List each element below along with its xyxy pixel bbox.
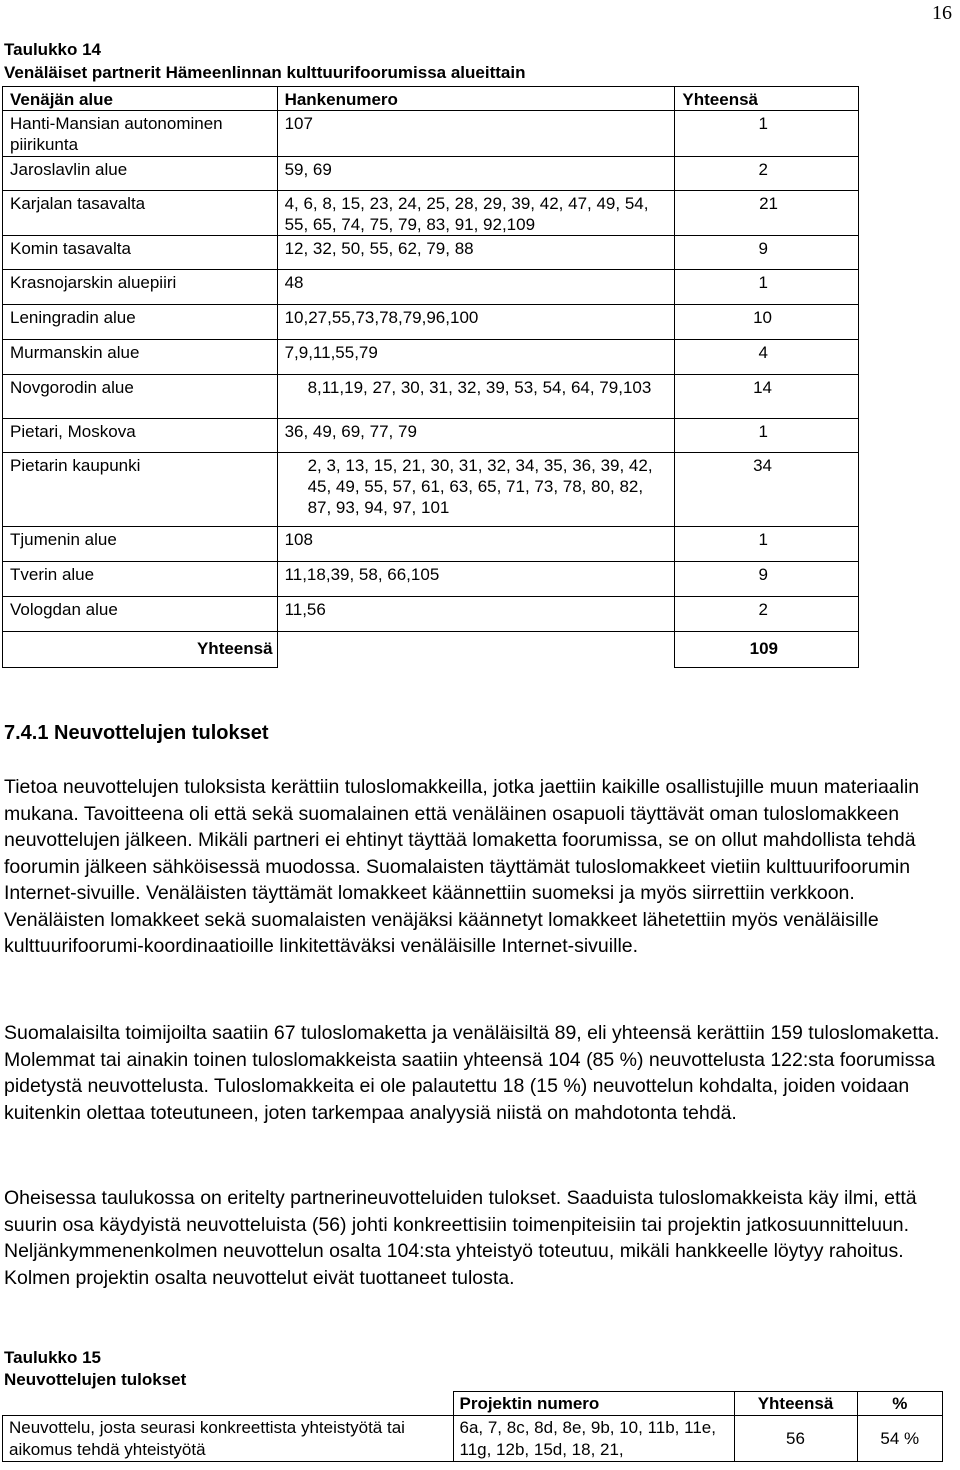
region-cell: Pietarin kaupunki: [3, 453, 278, 527]
table14-sum-row: [3, 632, 859, 668]
projects-cell: 59, 69: [277, 157, 675, 191]
region-cell: Vologdan alue: [3, 597, 278, 632]
table-row: [3, 191, 859, 236]
region-cell: Leningradin alue: [3, 305, 278, 340]
table14-header-row: [3, 87, 859, 111]
table-row: [3, 270, 859, 305]
table-row: [3, 305, 859, 340]
page-number: 16: [932, 2, 952, 24]
result-cell: Neuvottelu, josta seurasi konkreettista yhteistyötä tai aikomus tehdä yhteistyötä: [3, 1416, 454, 1462]
region-cell: Komin tasavalta: [3, 236, 278, 270]
table-row: [3, 419, 859, 453]
table14-header-total: Yhteensä: [675, 87, 859, 111]
projects-cell: 8,11,19, 27, 30, 31, 32, 39, 53, 54, 64, 79,103: [277, 375, 675, 419]
paragraph: Oheisessa taulukossa on eritelty partnerineuvotteluiden tulokset. Saaduista tuloslomakkeista käy ilmi, että suurin osa käydyistä neuvotteluista (56) johti konkreettisiin toimenpiteisiin tai projektin jatkosuunnitteluun. Neljänkymmenenkolmen neuvottelun osalta 104:sta yhteistyö toteutuu, mikäli hankkeelle löytyy rahoitus. Kolmen projektin osalta neuvottelut eivät tuottaneet tulosta.: [4, 1187, 917, 1289]
total-cell: 1: [675, 527, 859, 562]
region-cell: Murmanskin alue: [3, 340, 278, 375]
table15-header-projects: Projektin numero: [453, 1392, 734, 1416]
total-cell: 1: [675, 270, 859, 305]
total-cell: 14: [675, 375, 859, 419]
region-cell: Jaroslavlin alue: [3, 157, 278, 191]
region-cell: Karjalan tasavalta: [3, 191, 278, 236]
table15-header-total: Yhteensä: [734, 1392, 857, 1416]
table-row: [3, 1416, 943, 1462]
projects-cell: 108: [277, 527, 675, 562]
paragraph: Suomalaisilta toimijoilta saatiin 67 tuloslomaketta ja venäläisiltä 89, eli yhteensä kerättiin 159 tuloslomaketta. Molemmat tai ainakin toinen tuloslomakkeista saatiin yhteensä 104 (85 %) neuvottelusta 122:sta foorumissa pidetystä neuvottelusta. Tuloslomakkeita ei ole palautettu 18 (15 %) neuvottelun kohdalta, joiden voidaan kuitenkin olettaa toteutuneen, joten tarkempaa analyysiä niistä on mahdotonta tehdä.: [4, 1022, 940, 1124]
table15-header-percent: %: [857, 1392, 943, 1416]
section-heading: 7.4.1 Neuvottelujen tulokset: [4, 722, 269, 744]
sum-gap-cell: [277, 632, 675, 668]
table-row: [3, 562, 859, 597]
table-row: [3, 453, 859, 527]
region-cell: Tverin alue: [3, 562, 278, 597]
projects-cell: 36, 49, 69, 77, 79: [277, 419, 675, 453]
total-cell: 2: [675, 597, 859, 632]
sum-value: 109: [675, 632, 859, 668]
total-cell: 56: [734, 1416, 857, 1462]
table-row: [3, 597, 859, 632]
projects-cell: 48: [277, 270, 675, 305]
total-cell: 2: [675, 157, 859, 191]
paragraph: Tietoa neuvottelujen tuloksista kerättiin tuloslomakkeilla, jotka jaettiin kaikille osallistujille muun materiaalin mukana. Tavoitteena oli että sekä suomalainen että venäläinen osapuoli täyttävät oman tuloslomakkeen neuvottelujen jälkeen. Mikäli partneri ei ehtinyt täyttää lomaketta foorumissa, se on ollut mahdollista tehdä foorumin jälkeen sähköisessä muodossa. Suomalaisten täyttämät tuloslomakkeet vietiin kulttuurifoorumin Internet-sivuille. Venäläisten täyttämät lomakkeet käännettiin suomeksi ja myös siirrettiin verkkoon. Venäläisten lomakkeet sekä suomalaisten venäjäksi käännetyt lomakkeet lähetettiin myös venäläisille kulttuurifoorumi-koordinaatioille linkitettäväksi venäläisille Internet-sivuille.: [4, 776, 920, 957]
percent-cell: 54 %: [857, 1416, 943, 1462]
projects-cell: 11,56: [277, 597, 675, 632]
total-cell: 34: [675, 453, 859, 527]
table-row: [3, 236, 859, 270]
table-row: [3, 340, 859, 375]
projects-cell: 4, 6, 8, 15, 23, 24, 25, 28, 29, 39, 42, 47, 49, 54, 55, 65, 74, 75, 79, 83, 91, 92,109: [277, 191, 675, 236]
region-cell: Hanti-Mansian autonominen piirikunta: [3, 111, 278, 157]
total-cell: 4: [675, 340, 859, 375]
projects-cell: 7,9,11,55,79: [277, 340, 675, 375]
total-cell: 9: [675, 236, 859, 270]
table15-header-row: [3, 1392, 943, 1416]
table14-caption-label: Taulukko 14: [4, 40, 101, 59]
total-cell: 21: [675, 191, 859, 236]
projects-cell: 12, 32, 50, 55, 62, 79, 88: [277, 236, 675, 270]
table15-caption-label: Taulukko 15: [4, 1348, 101, 1367]
table14-caption-title: Venäläiset partnerit Hämeenlinnan kulttuurifoorumissa alueittain: [4, 63, 526, 82]
table-row: [3, 111, 859, 157]
table14-header-region: Venäjän alue: [3, 87, 278, 111]
projects-cell: 2, 3, 13, 15, 21, 30, 31, 32, 34, 35, 36, 39, 42, 45, 49, 55, 57, 61, 63, 65, 71, 73, 78, 80, 82, 87, 93, 94, 97, 101: [277, 453, 675, 527]
projects-cell: 107: [277, 111, 675, 157]
projects-cell: 10,27,55,73,78,79,96,100: [277, 305, 675, 340]
sum-label: Yhteensä: [3, 632, 278, 668]
table15-caption-title: Neuvottelujen tulokset: [4, 1370, 187, 1389]
table-row: [3, 157, 859, 191]
table-row: [3, 527, 859, 562]
table-row: [3, 375, 859, 419]
total-cell: 1: [675, 419, 859, 453]
total-cell: 1: [675, 111, 859, 157]
region-cell: Krasnojarskin aluepiiri: [3, 270, 278, 305]
total-cell: 10: [675, 305, 859, 340]
total-cell: 9: [675, 562, 859, 597]
projects-cell: 11,18,39, 58, 66,105: [277, 562, 675, 597]
table14-header-projects: Hankenumero: [277, 87, 675, 111]
projects-cell: 6a, 7, 8c, 8d, 8e, 9b, 10, 11b, 11e, 11g, 12b, 15d, 18, 21,: [453, 1416, 734, 1462]
table14: [2, 86, 859, 668]
region-cell: Tjumenin alue: [3, 527, 278, 562]
table15-header-blank: [3, 1392, 454, 1416]
region-cell: Novgorodin alue: [3, 375, 278, 419]
region-cell: Pietari, Moskova: [3, 419, 278, 453]
table15: [2, 1391, 943, 1462]
